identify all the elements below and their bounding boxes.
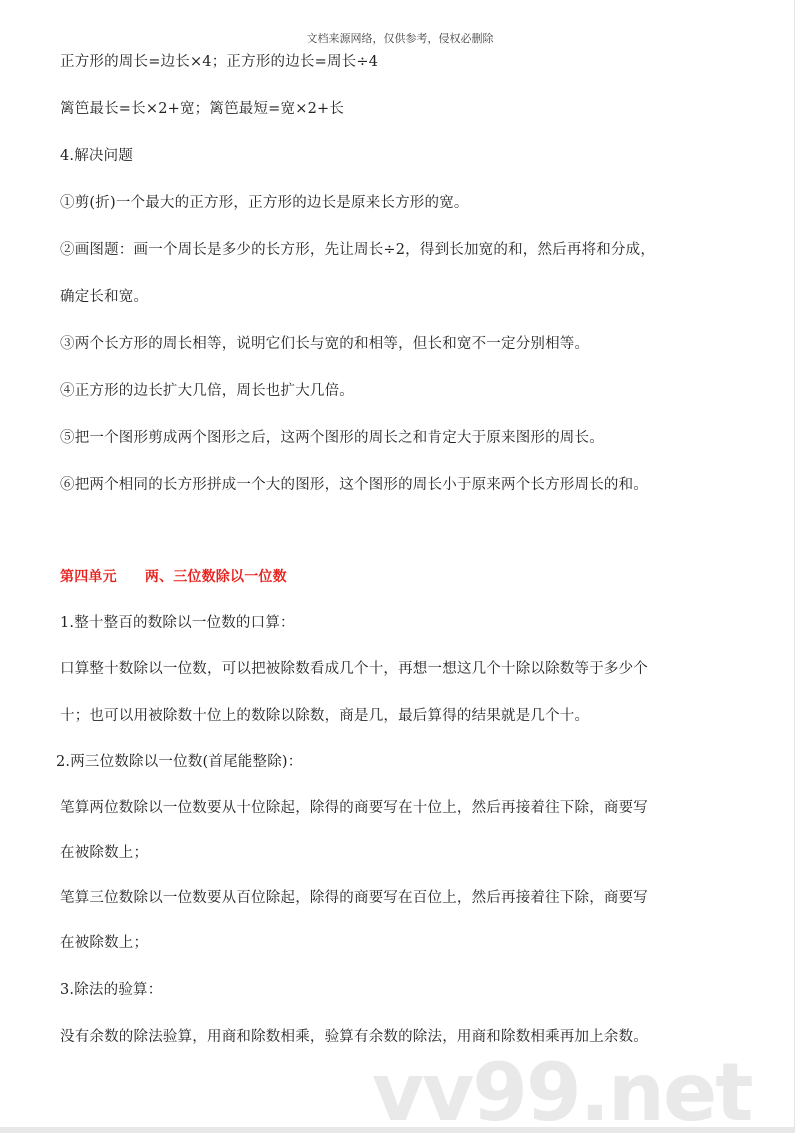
- paragraph-line: 没有余数的除法验算，用商和除数相乘，验算有余数的除法，用商和除数相乘再加上余数。: [60, 1029, 648, 1045]
- header-note: 文档来源网络，仅供参考，侵权必删除: [306, 32, 494, 45]
- paragraph-line: 在被除数上；: [60, 935, 149, 951]
- paragraph-line: ⑤把一个图形剪成两个图形之后，这两个图形的周长之和肯定大于原来图形的周长。: [60, 430, 604, 446]
- subheading: 2.两三位数除以一位数(首尾能整除)：: [56, 754, 303, 770]
- paragraph-line: 口算整十数除以一位数，可以把被除数看成几个十，再想一想这几个十除以除数等于多少个: [60, 661, 648, 677]
- watermark: vv99.net: [372, 1046, 752, 1139]
- subheading: 3.除法的验算：: [60, 982, 163, 998]
- subheading: 4.解决问题: [60, 148, 134, 164]
- subheading: 1.整十整百的数除以一位数的口算：: [60, 615, 295, 631]
- paragraph-line: 正方形的周长=边长×4；正方形的边长=周长÷4: [60, 54, 379, 70]
- paragraph-line: ③两个长方形的周长相等，说明它们长与宽的和相等，但长和宽不一定分别相等。: [60, 336, 590, 352]
- paragraph-line: ②画图题：画一个周长是多少的长方形，先让周长÷2，得到长加宽的和，然后再将和分成，: [60, 242, 656, 258]
- paragraph-line: ①剪(折)一个最大的正方形，正方形的边长是原来长方形的宽。: [60, 195, 469, 211]
- paragraph-line: 确定长和宽。: [60, 289, 149, 305]
- paragraph-line: ⑥把两个相同的长方形拼成一个大的图形，这个图形的周长小于原来两个长方形周长的和。: [60, 477, 648, 493]
- paragraph-line: 在被除数上；: [60, 845, 149, 861]
- paragraph-line: ④正方形的边长扩大几倍，周长也扩大几倍。: [60, 383, 354, 399]
- section-title: 两、三位数除以一位数: [144, 569, 287, 585]
- section-unit: 第四单元: [60, 569, 117, 585]
- section-heading: [60, 567, 287, 587]
- paragraph-line: 笔算两位数除以一位数要从十位除起，除得的商要写在十位上，然后再接着往下除，商要写: [60, 800, 648, 816]
- paragraph-line: 笔算三位数除以一位数要从百位除起，除得的商要写在百位上，然后再接着往下除，商要写: [60, 890, 648, 906]
- paragraph-line: 十；也可以用被除数十位上的数除以除数，商是几，最后算得的结果就是几个十。: [60, 708, 590, 724]
- paragraph-line: 篱笆最长=长×2+宽；篱笆最短=宽×2+长: [60, 101, 345, 117]
